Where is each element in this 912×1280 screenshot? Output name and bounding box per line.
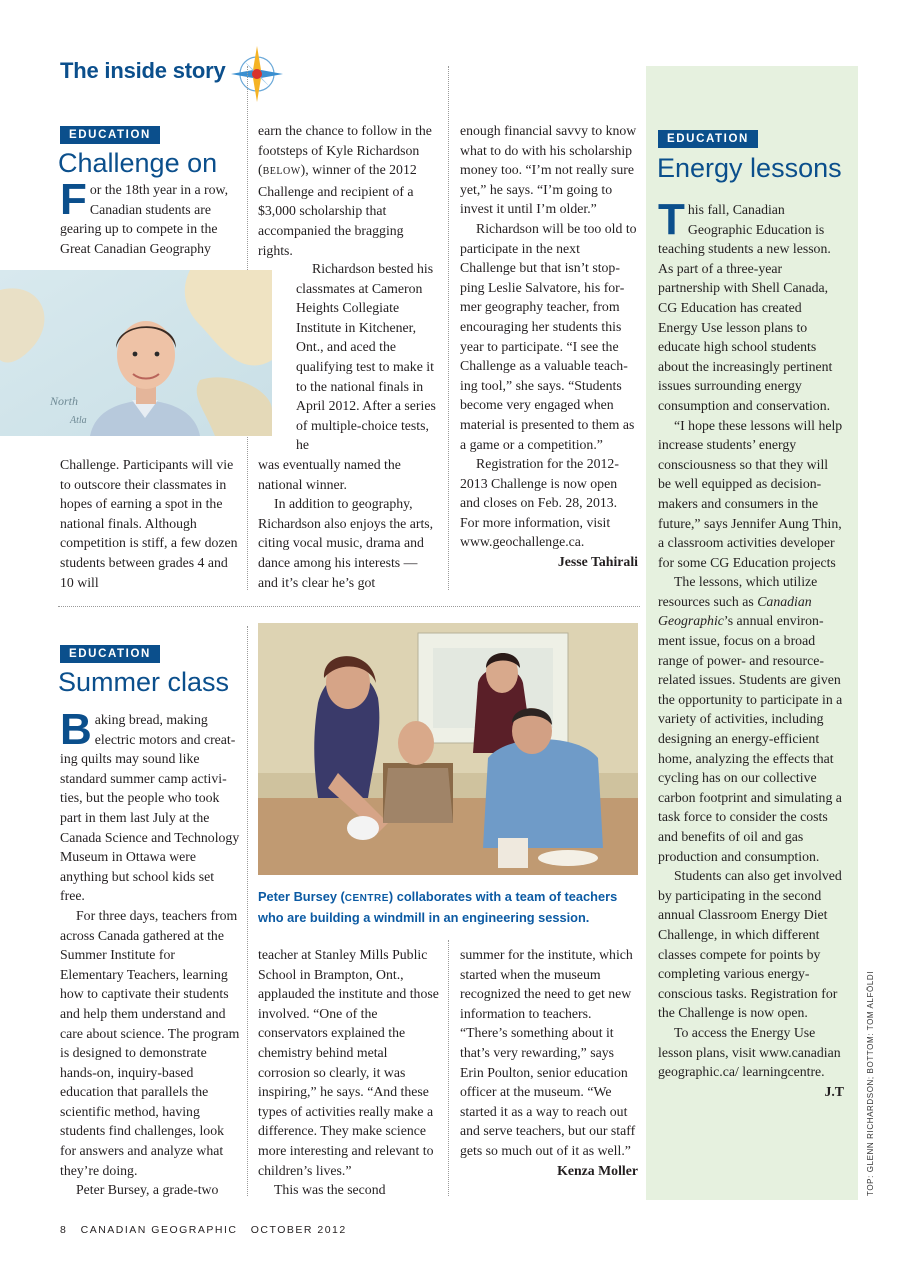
drop-cap: T xyxy=(658,195,685,244)
byline: J.T xyxy=(824,1083,844,1099)
section-tag: EDUCATION xyxy=(658,130,758,148)
body-text: Richardson will be too old to participate in the next Challenge but that isn’t stopping Leslie Salvatore, his former geography teacher, from encouraging her students this year to participate. “I see the Challenge as a valuable teaching tool,” she says. “Students become very engaged when material is presented to them as a game or a competition.” xyxy=(460,220,637,452)
body-text: “I hope these lessons will help increase students’ energy consciousness so that they will be well equipped as decision-makers and consumers in the future,” says Jennifer Aung Thin, a classroom activities developer for some CG Education projects xyxy=(658,417,843,570)
body-text: Students can also get involved by participating in the second annual Classroom Energy Diet Challenge, in which different classes compete for points by completing various energy-conscious tasks. Registration for the Challenge is now open. xyxy=(658,868,842,1021)
section-title: The inside story xyxy=(60,58,226,83)
body-text: ), winner of the 2012 Challenge and recipient of a $3,000 scholarship that accompanied the bragging rights. xyxy=(258,162,417,258)
column-divider xyxy=(448,940,449,1196)
article-body-column xyxy=(258,121,438,260)
photo-credit: TOP: GLENN RICHARDSON; BOTTOM: TOM ALFÖLDI xyxy=(866,970,875,1196)
map-label: North xyxy=(50,394,79,408)
article-body-column xyxy=(60,175,238,258)
article-body-column xyxy=(60,455,238,592)
caption-text: CENTRE xyxy=(344,893,389,904)
student-portrait-photo xyxy=(0,270,272,436)
caption-text: ) collaborates with a team of teachers who are building a windmill in an engineering session. xyxy=(258,889,618,925)
body-text: In addition to geography, Richardson also enjoys the arts, citing vocal music, drama and dance among his interests — and it’s clear he’s got xyxy=(258,496,434,590)
caption-text: Peter Bursey ( xyxy=(258,889,345,904)
drop-cap: F xyxy=(60,175,87,224)
body-text: BELOW xyxy=(262,166,301,178)
body-text: To access the Energy Use lesson plans, visit www.canadian geographic.ca/ learningcentre. xyxy=(658,1024,841,1080)
article-body-column xyxy=(296,259,440,455)
body-text: Canadian Geographic xyxy=(658,593,812,629)
article-body-column xyxy=(60,705,240,1200)
article-headline: Summer class xyxy=(58,667,230,697)
body-text: or the 18th year in a row, Canadian students are gearing up to compete in the Great Canadian Geography xyxy=(60,182,229,256)
body-text: aking bread, making electric motors and creating quilts may sound like standard summer camp activities, but the people who took part in them last July at the Canada Science and Technology Museum in Ottawa were anything but school kids set free. xyxy=(60,712,240,904)
page-number: 8 xyxy=(60,1224,68,1236)
page-footer xyxy=(60,1224,347,1236)
drop-cap: B xyxy=(60,705,92,754)
column-divider xyxy=(247,626,248,1196)
body-text: This was the second xyxy=(274,1182,386,1198)
section-tag: EDUCATION xyxy=(60,126,160,144)
body-text: Peter Bursey, a grade-two xyxy=(76,1182,219,1198)
magazine-name: CANADIAN GEOGRAPHIC xyxy=(80,1224,238,1236)
body-text: teacher at Stanley Mills Public School in Brampton, Ont., applauded the institute and those involved. “One of the conservators explained the chemistry behind metal corrosion so clearly, it was inspiring,” he says. “And these types of activities really make a difference. They make science more interesting and relevant to children’s lives.” xyxy=(258,947,439,1178)
body-text: summer for the institute, which started when the museum recognized the need to get new information to teachers. “There’s something about it that’s very rewarding,” says Erin Poulton, senior education officer at the museum. “We started it as a way to reach out and serve teachers, but our staff gets so much out of it as well.” xyxy=(460,947,636,1158)
body-text: Registration for the 2012-2013 Challenge is now open and closes on Feb. 28, 2013. For more information, visit www.geochallenge.ca. xyxy=(460,456,619,550)
byline: Jesse Tahirali xyxy=(557,554,638,570)
body-text: enough financial savvy to know what to do with his scholarship money too. “I’m not really sure yet,” he says. “I’m going to invest it until I’m older.” xyxy=(460,123,637,217)
workshop-photo xyxy=(258,623,638,875)
issue-date: OCTOBER 2012 xyxy=(250,1224,347,1236)
compass-rose-icon xyxy=(230,42,284,104)
photo-caption xyxy=(258,887,638,927)
article-headline: Challenge on xyxy=(58,148,218,178)
section-tag: EDUCATION xyxy=(60,645,160,663)
body-text: ’s annual environment issue, focus on a broad range of power- and resource-related issues. Students are given the opportunity to participate in a variety of activities, including designing an energy-efficient home, analyzing the effects that cycling has on our collective carbon footprint and simulating a task force to consider the costs and benefits of oil and gas production and consumption. xyxy=(658,613,843,864)
map-label: Atla xyxy=(70,415,87,426)
article-body-column xyxy=(460,121,638,572)
article-body-column xyxy=(460,945,638,1180)
body-text: Richardson bested his classmates at Cameron Heights Collegiate Institute in Kitchener, Ont., and aced the qualifying test to make it to the national finals in April 2012. After a series of multiple-choice tests, he xyxy=(296,261,436,453)
article-body-column xyxy=(258,455,440,592)
sidebar-headline: Energy lessons xyxy=(657,153,842,183)
section-divider xyxy=(58,606,640,607)
byline: Kenza Moller xyxy=(557,1162,638,1178)
article-body-column xyxy=(258,945,440,1200)
body-text: earn the chance to follow in the footsteps of Kyle Richardson ( xyxy=(258,123,432,178)
body-text: his fall, Canadian Geographic Education is teaching students a new lesson. As part of a three-year partnership with Shell Canada, CG Education has created Energy Use lesson plans to educate high school students about the increasingly pertinent issues surrounding energy consumption and conservation. xyxy=(658,202,833,413)
column-divider xyxy=(448,66,449,590)
body-text: The lessons, which utilize resources such as xyxy=(658,574,818,609)
body-text: For three days, teachers from across Canada gathered at the Summer Institute for Elementary Teachers, learning how to captivate their students and help them understand and care about science. The program is designed to demonstrate hands-on, inquiry-based education that parallels the scientific method, having students find challenges, look for answers and analyze what they’re doing. xyxy=(60,907,240,1178)
body-text: Challenge. Participants will vie to outscore their classmates in hopes of earning a spot in the national finals. Although competition is stiff, a few dozen students between grades 4 and 10 will xyxy=(60,457,238,590)
body-text: was eventually named the national winner. xyxy=(258,457,401,492)
sidebar-body-column xyxy=(658,195,844,1101)
